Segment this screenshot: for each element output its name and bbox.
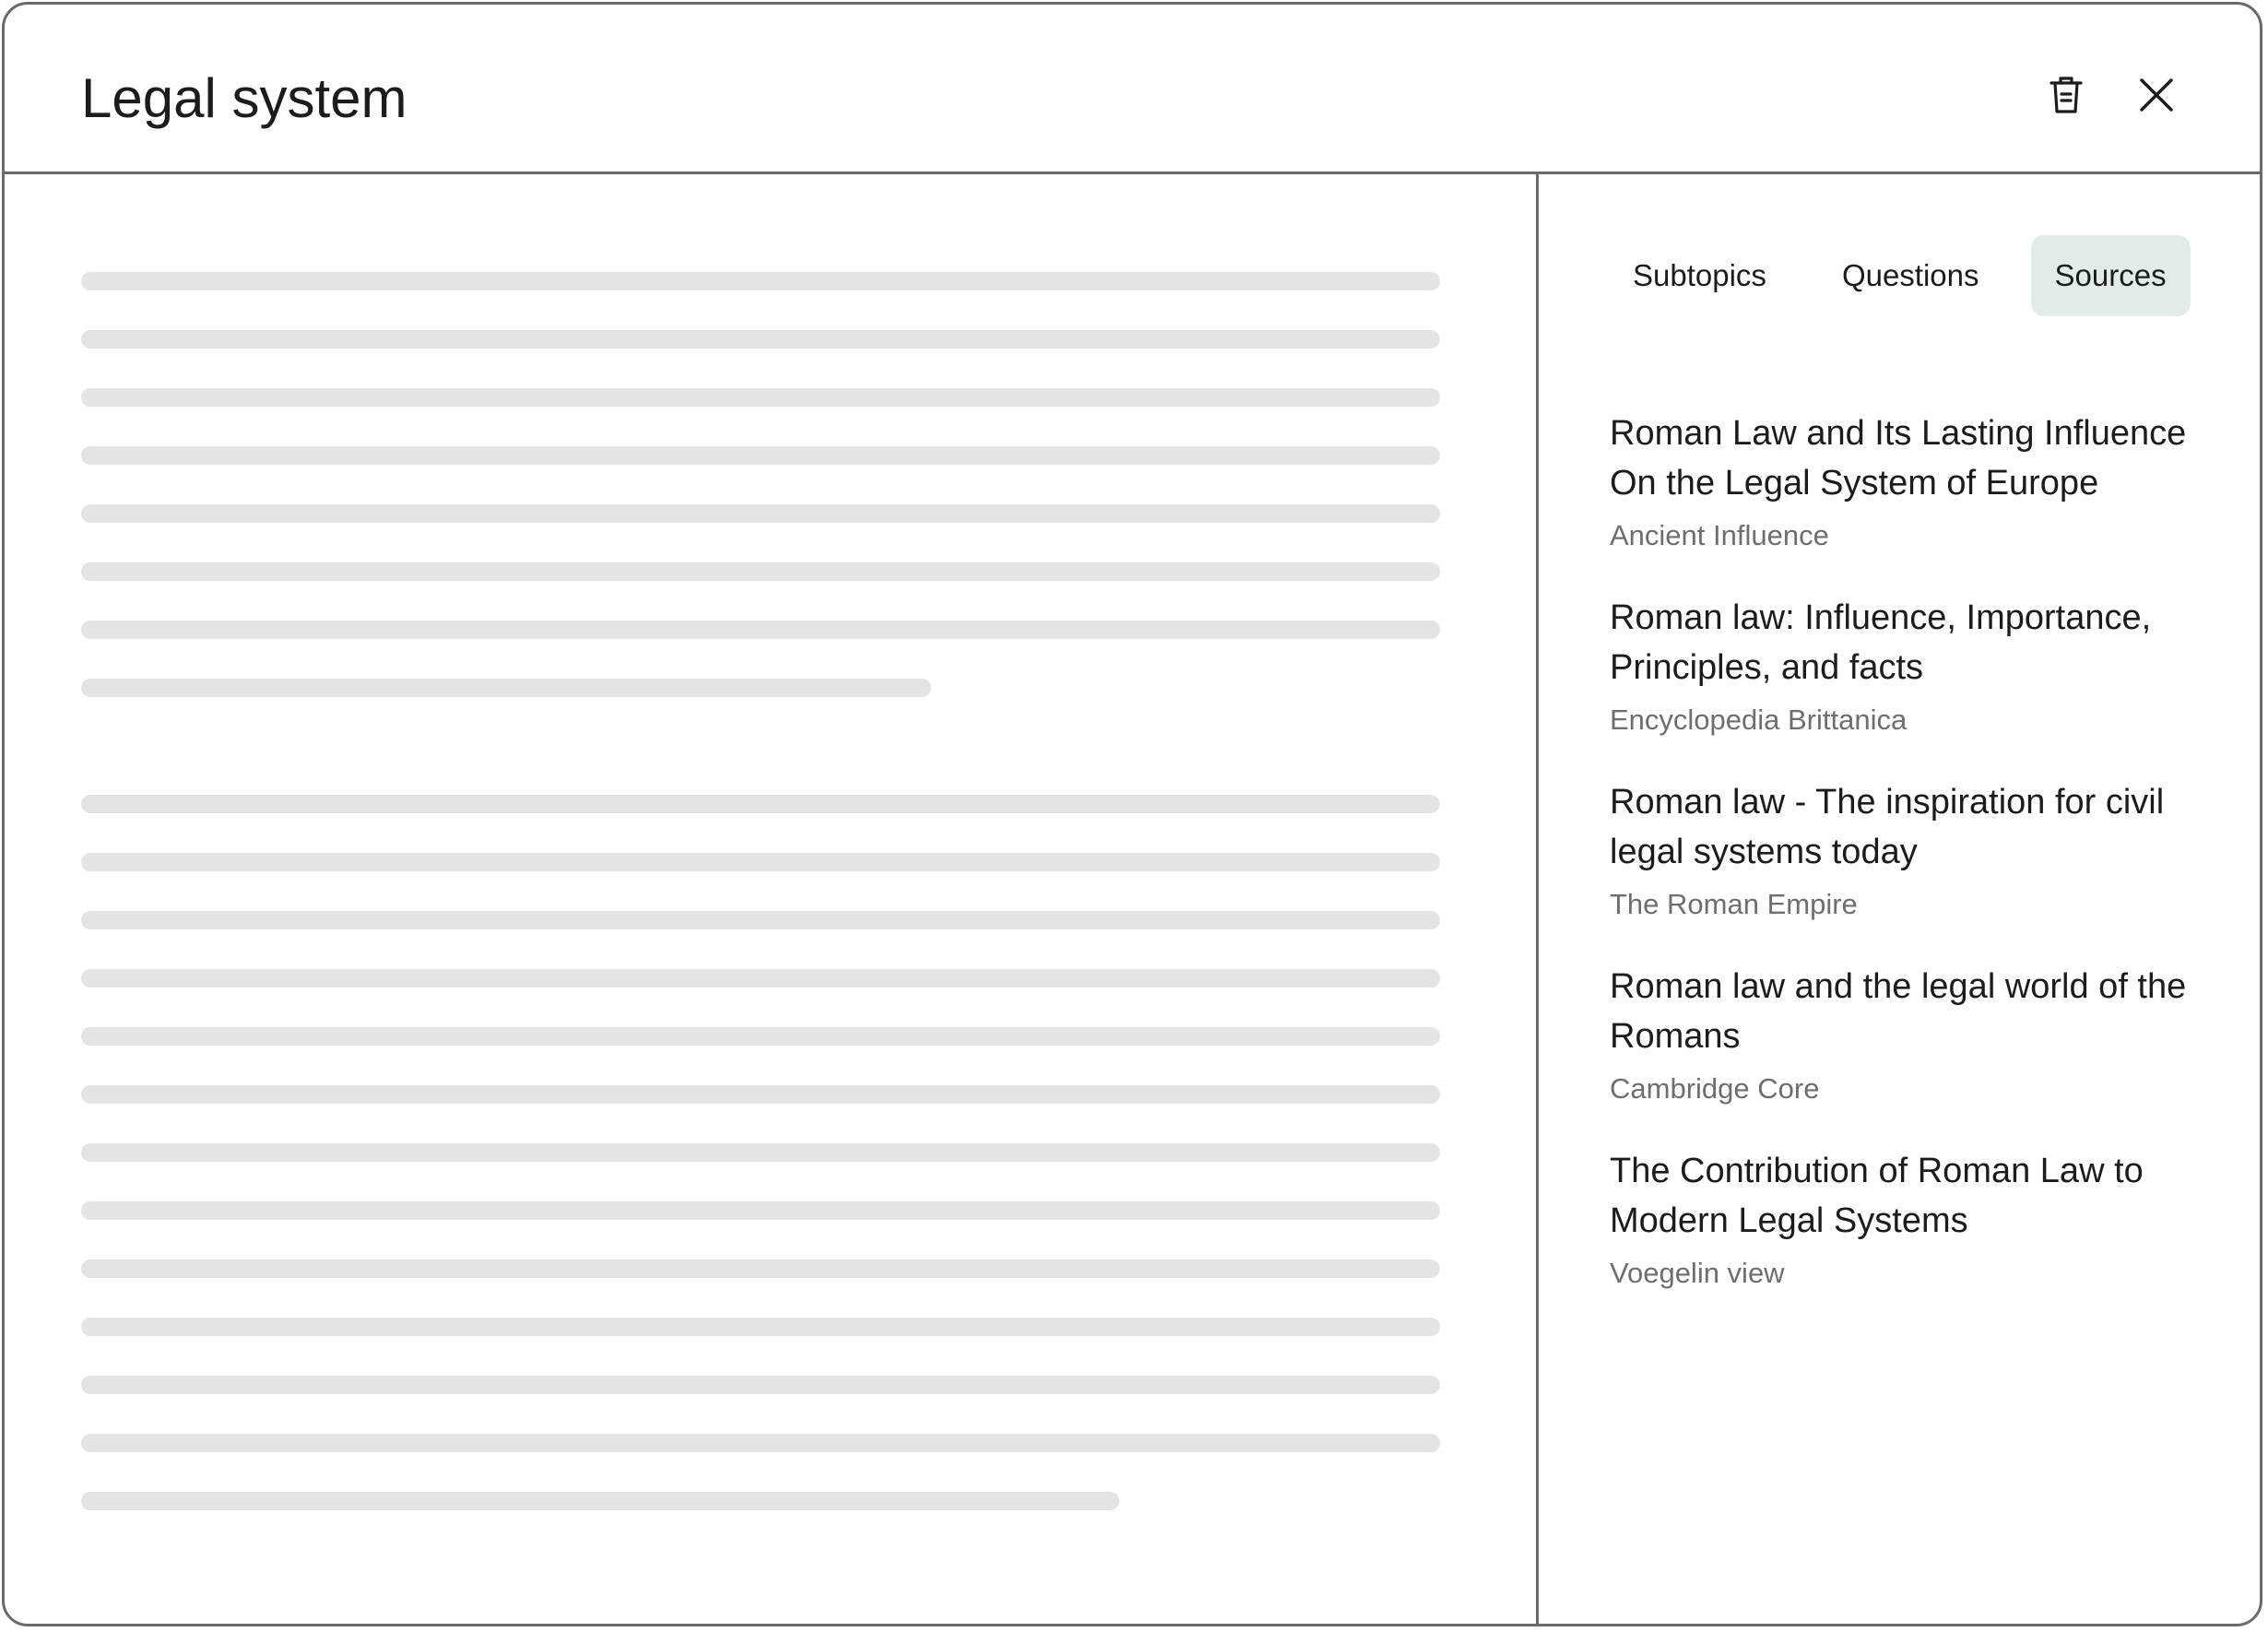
source-site: Cambridge Core: [1610, 1072, 1820, 1105]
skeleton-line: [81, 1259, 1440, 1278]
skeleton-line: [81, 272, 1440, 290]
source-site: Ancient Influence: [1610, 519, 1829, 551]
tab-bar: [1609, 235, 2191, 316]
source-title[interactable]: The Contribution of Roman Law to Modern Legal Systems: [1610, 1152, 2144, 1240]
skeleton-line: [81, 1027, 1440, 1046]
source-item[interactable]: [1610, 777, 2237, 925]
source-title[interactable]: Roman Law and Its Lasting Influence On the Legal System of Europe: [1610, 414, 2187, 503]
delete-button[interactable]: [2038, 67, 2094, 123]
source-item[interactable]: [1610, 1146, 2237, 1294]
source-site: The Roman Empire: [1610, 888, 1858, 920]
trash-icon: [2048, 75, 2085, 115]
skeleton-line: [81, 1143, 1440, 1162]
source-title[interactable]: Roman law and the legal world of the Romans: [1610, 967, 2187, 1056]
source-item[interactable]: [1610, 593, 2237, 740]
source-site: Voegelin view: [1610, 1257, 1785, 1289]
skeleton-line: [81, 1201, 1440, 1220]
skeleton-line: [81, 679, 931, 697]
dialog-header: [5, 5, 2260, 174]
tab-questions[interactable]: Questions: [1841, 258, 1979, 292]
source-item[interactable]: [1610, 408, 2237, 556]
dialog-window: [2, 2, 2262, 1626]
page-title: Legal system: [81, 67, 408, 129]
skeleton-line: [81, 853, 1440, 871]
content-area: [5, 174, 1539, 1624]
skeleton-line: [81, 330, 1440, 349]
skeleton-line: [81, 795, 1440, 813]
skeleton-line: [81, 562, 1440, 581]
tab-subtopics[interactable]: Subtopics: [1633, 258, 1766, 292]
sidebar: [1539, 174, 2260, 1624]
skeleton-line: [81, 1434, 1440, 1452]
close-icon: [2139, 77, 2174, 112]
skeleton-line: [81, 1492, 1119, 1510]
tab-sources[interactable]: Sources: [2031, 235, 2191, 316]
source-title[interactable]: Roman law - The inspiration for civil legal systems today: [1610, 783, 2165, 871]
skeleton-line: [81, 1318, 1440, 1336]
source-item[interactable]: [1610, 962, 2237, 1109]
close-button[interactable]: [2129, 67, 2184, 123]
skeleton-line: [81, 1085, 1440, 1104]
skeleton-line: [81, 911, 1440, 929]
source-site: Encyclopedia Brittanica: [1610, 704, 1908, 736]
skeleton-line: [81, 388, 1440, 407]
skeleton-line: [81, 446, 1440, 465]
skeleton-line: [81, 621, 1440, 639]
source-title[interactable]: Roman law: Influence, Importance, Principles, and facts: [1610, 598, 2152, 687]
skeleton-line: [81, 969, 1440, 987]
skeleton-line: [81, 504, 1440, 523]
sources-list: [1610, 408, 2237, 1330]
skeleton-line: [81, 1376, 1440, 1394]
loading-paragraph: [81, 795, 1440, 1550]
loading-paragraph: [81, 272, 1440, 737]
